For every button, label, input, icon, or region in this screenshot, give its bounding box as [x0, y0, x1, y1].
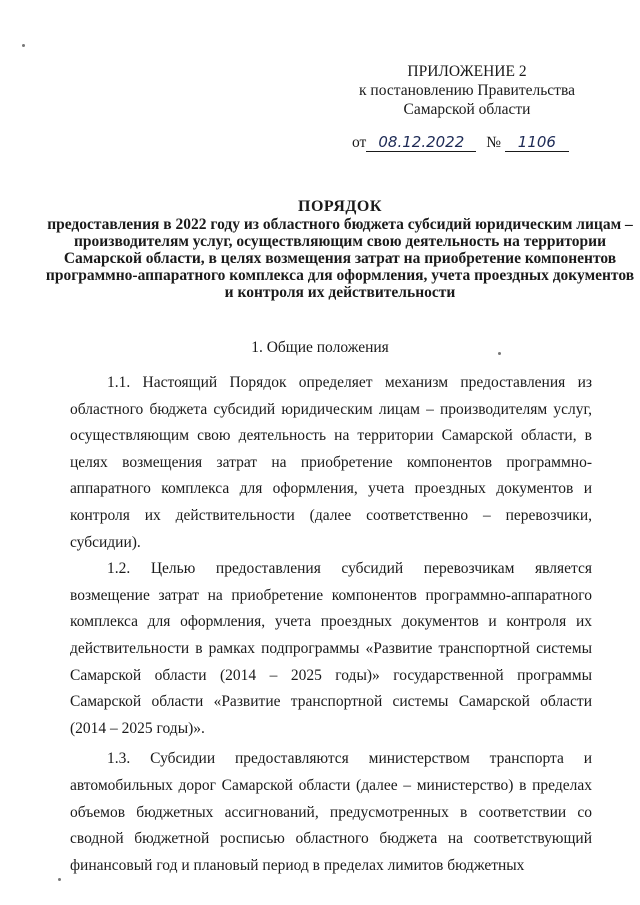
document-subtitle: предоставления в 2022 году из областного бюджета субсидий юридическим лицам – производителям услуг, осуществляющим свою деятельность на территории Самарской области, в целях возмещения затрат на приобретение компонентов программно-аппаратного комплекса для оформления, учета проездных документов и контроля их действительности: [45, 216, 635, 301]
date-prefix: от: [352, 134, 367, 151]
scan-speck: [22, 44, 25, 47]
handwritten-number: 1106: [505, 133, 569, 152]
appendix-block: [352, 62, 582, 119]
section-title: 1. Общие положения: [251, 339, 389, 356]
handwritten-date: 08.12.2022: [366, 133, 476, 152]
appendix-region: Самарской области: [403, 101, 531, 118]
scan-speck: [58, 878, 61, 881]
document-title: ПОРЯДОК: [298, 198, 382, 215]
resolution-date-number: [352, 133, 569, 152]
appendix-reference: к постановлению Правительства: [359, 82, 575, 99]
scan-speck: [498, 352, 501, 355]
paragraph-1-3: 1.3. Субсидии предоставляются министерством транспорта и автомобильных дорог Самарской области (далее – министерство) в пределах объемов бюджетных ассигнований, предусмотренных в соответствии со сводной бюджетной росписью областного бюджета на соответствующий финансовый год и плановый период в пределах лимитов бюджетных: [70, 750, 592, 874]
paragraph-1-2: 1.2. Целью предоставления субсидий перевозчикам является возмещение затрат на приобретение компонентов программно-аппаратного комплекса для оформления, учета проездных документов и контроля их действительности в рамках подпрограммы «Развитие транспортной системы Самарской области (2014 – 2025 годы)» государственной программы Самарской области «Развитие транспортной системы Самарской области (2014 – 2025 годы)».: [70, 560, 592, 737]
number-prefix: №: [486, 134, 501, 151]
document-heading: [40, 198, 640, 301]
paragraph-1-1: 1.1. Настоящий Порядок определяет механизм предоставления из областного бюджета субсидий юридическим лицам – производителям услуг, осуществляющим свою деятельность на территории Самарской области, в целях возмещения затрат на приобретение компонентов программно-аппаратного комплекса для оформления, учета проездных документов и контроля их действительности (далее соответственно – перевозчики, субсидии).: [70, 374, 592, 551]
document-body: [70, 370, 592, 879]
appendix-title: ПРИЛОЖЕНИЕ 2: [407, 63, 527, 80]
